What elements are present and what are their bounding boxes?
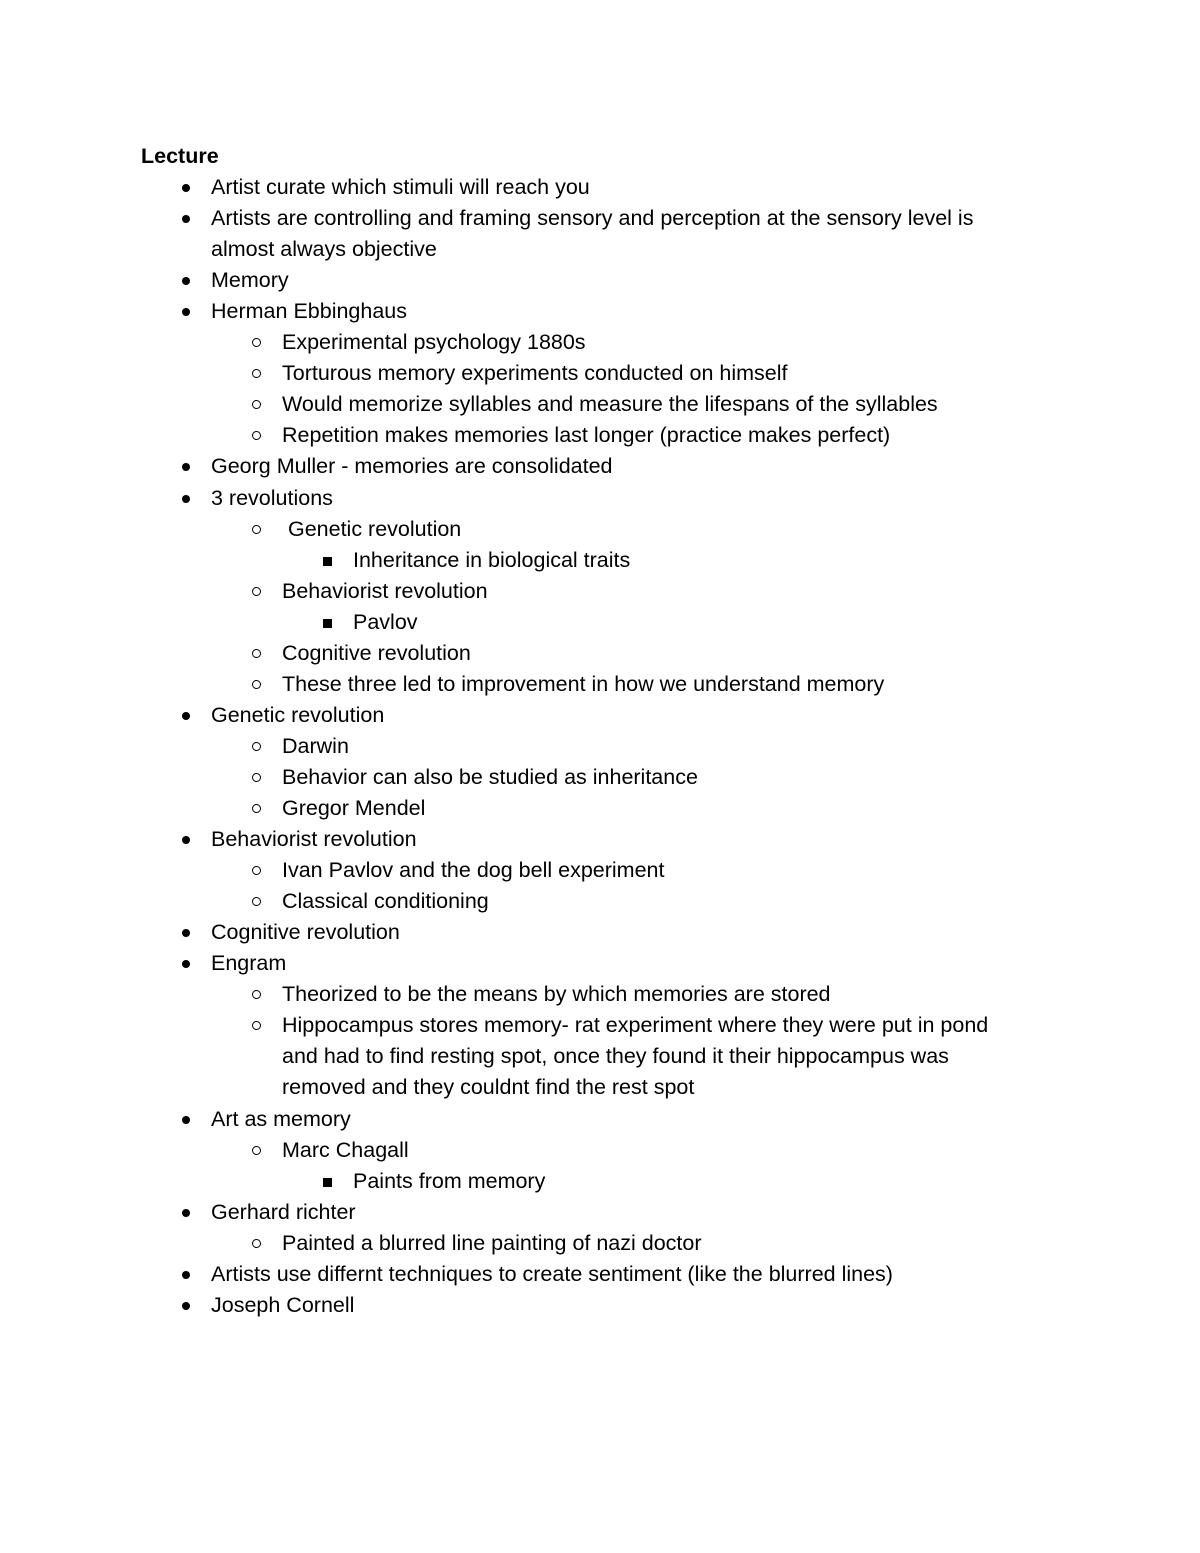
list-item	[282, 576, 488, 607]
hollow-bullet-icon	[252, 773, 261, 782]
list-item-text: almost always objective	[211, 237, 437, 262]
square-bullet-icon	[323, 619, 332, 628]
list-item-text: Joseph Cornell	[211, 1292, 355, 1317]
list-item	[282, 1010, 988, 1041]
list-item-text: Artists use differnt techniques to create sentiment (like the blurred lines)	[211, 1261, 893, 1286]
list-item	[353, 1166, 545, 1197]
list-item-text: 3 revolutions	[211, 485, 333, 510]
list-item	[282, 420, 890, 451]
list-item-text: Repetition makes memories last longer (practice makes perfect)	[282, 423, 891, 448]
list-item	[282, 389, 938, 420]
list-item	[211, 1197, 356, 1228]
filled-bullet-icon	[182, 1271, 190, 1279]
square-bullet-icon	[323, 1178, 332, 1187]
list-item-text: Ivan Pavlov and the dog bell experiment	[282, 858, 665, 883]
list-item-text: Artists are controlling and framing sensory and perception at the sensory level is	[211, 206, 974, 231]
list-item	[282, 731, 349, 762]
list-item	[211, 917, 400, 948]
list-item-continuation	[211, 234, 437, 265]
list-item-continuation	[282, 1072, 694, 1103]
list-item-text: Marc Chagall	[282, 1137, 409, 1162]
list-item	[282, 638, 471, 669]
list-item	[211, 265, 289, 296]
list-item-text: Behavior can also be studied as inheritance	[282, 764, 698, 789]
filled-bullet-icon	[182, 836, 190, 844]
hollow-bullet-icon	[252, 338, 261, 347]
list-item-text: and had to find resting spot, once they found it their hippocampus was	[282, 1044, 949, 1069]
list-item-text: Behaviorist revolution	[211, 827, 417, 852]
filled-bullet-icon	[182, 308, 190, 316]
list-item-text: Experimental psychology 1880s	[282, 330, 586, 355]
list-item	[282, 855, 664, 886]
hollow-bullet-icon	[252, 990, 261, 999]
list-item-text: Engram	[211, 951, 287, 976]
filled-bullet-icon	[182, 495, 190, 503]
list-item	[282, 793, 425, 824]
filled-bullet-icon	[182, 1302, 190, 1310]
list-item-text: Theorized to be the means by which memories are stored	[282, 982, 831, 1007]
list-item	[282, 886, 489, 917]
list-item	[282, 1135, 409, 1166]
list-item-text: Paints from memory	[353, 1168, 546, 1193]
list-item-text: Genetic revolution	[211, 702, 385, 727]
list-item	[282, 762, 698, 793]
list-item	[282, 979, 831, 1010]
hollow-bullet-icon	[252, 525, 261, 534]
square-bullet-icon	[323, 557, 332, 566]
list-item-text: Cognitive revolution	[282, 640, 471, 665]
hollow-bullet-icon	[252, 1239, 261, 1248]
hollow-bullet-icon	[252, 680, 261, 689]
list-item-text: Inheritance in biological traits	[353, 547, 631, 572]
list-item-text: Art as memory	[211, 1106, 351, 1131]
list-item-text: Darwin	[282, 733, 349, 758]
list-item-text: Herman Ebbinghaus	[211, 299, 408, 324]
list-item	[282, 327, 586, 358]
list-item-text: Pavlov	[353, 609, 418, 634]
list-item	[211, 296, 407, 327]
page-title: Lecture	[141, 144, 219, 168]
hollow-bullet-icon	[252, 1021, 261, 1030]
list-item	[282, 1228, 702, 1259]
list-item	[282, 514, 461, 545]
list-item-text: removed and they couldnt find the rest spot	[282, 1075, 695, 1100]
list-item-text: These three led to improvement in how we understand memory	[282, 671, 885, 696]
list-item-text: Memory	[211, 268, 289, 293]
hollow-bullet-icon	[252, 742, 261, 751]
list-item	[211, 1290, 354, 1321]
filled-bullet-icon	[182, 1209, 190, 1217]
list-item-text: Behaviorist revolution	[282, 578, 488, 603]
filled-bullet-icon	[182, 184, 190, 192]
list-item-text: Artist curate which stimuli will reach you	[211, 175, 590, 199]
list-item-text: Gerhard richter	[211, 1199, 356, 1224]
list-item	[211, 1259, 893, 1290]
list-item	[282, 669, 884, 700]
list-item-text: Cognitive revolution	[211, 920, 400, 945]
list-item-text: Torturous memory experiments conducted on himself	[282, 361, 788, 386]
hollow-bullet-icon	[252, 804, 261, 813]
list-item-text: Hippocampus stores memory- rat experiment where they were put in pond	[282, 1013, 989, 1038]
hollow-bullet-icon	[252, 400, 261, 409]
list-item	[353, 607, 418, 638]
list-item-text: Painted a blurred line painting of nazi doctor	[282, 1230, 702, 1255]
filled-bullet-icon	[182, 929, 190, 937]
list-item	[211, 1104, 351, 1135]
list-item-text: Georg Muller - memories are consolidated	[211, 454, 613, 479]
list-item-text: Genetic revolution	[282, 516, 462, 541]
list-item	[211, 824, 417, 855]
filled-bullet-icon	[182, 277, 190, 285]
filled-bullet-icon	[182, 712, 190, 720]
filled-bullet-icon	[182, 463, 190, 471]
hollow-bullet-icon	[252, 1146, 261, 1155]
list-item	[211, 203, 973, 234]
list-item	[211, 948, 286, 979]
list-item-text: Classical conditioning	[282, 889, 489, 914]
hollow-bullet-icon	[252, 587, 261, 596]
list-item	[353, 545, 630, 576]
hollow-bullet-icon	[252, 369, 261, 378]
list-item	[282, 358, 787, 389]
hollow-bullet-icon	[252, 897, 261, 906]
hollow-bullet-icon	[252, 649, 261, 658]
list-item-text: Would memorize syllables and measure the lifespans of the syllables	[282, 392, 938, 417]
list-item-continuation	[282, 1041, 949, 1072]
list-item	[211, 172, 590, 203]
hollow-bullet-icon	[252, 866, 261, 875]
filled-bullet-icon	[182, 1116, 190, 1124]
list-item	[211, 483, 333, 514]
filled-bullet-icon	[182, 215, 190, 223]
list-item	[211, 451, 613, 482]
filled-bullet-icon	[182, 960, 190, 968]
list-item	[211, 700, 384, 731]
list-item-text: Gregor Mendel	[282, 796, 426, 820]
hollow-bullet-icon	[252, 431, 261, 440]
